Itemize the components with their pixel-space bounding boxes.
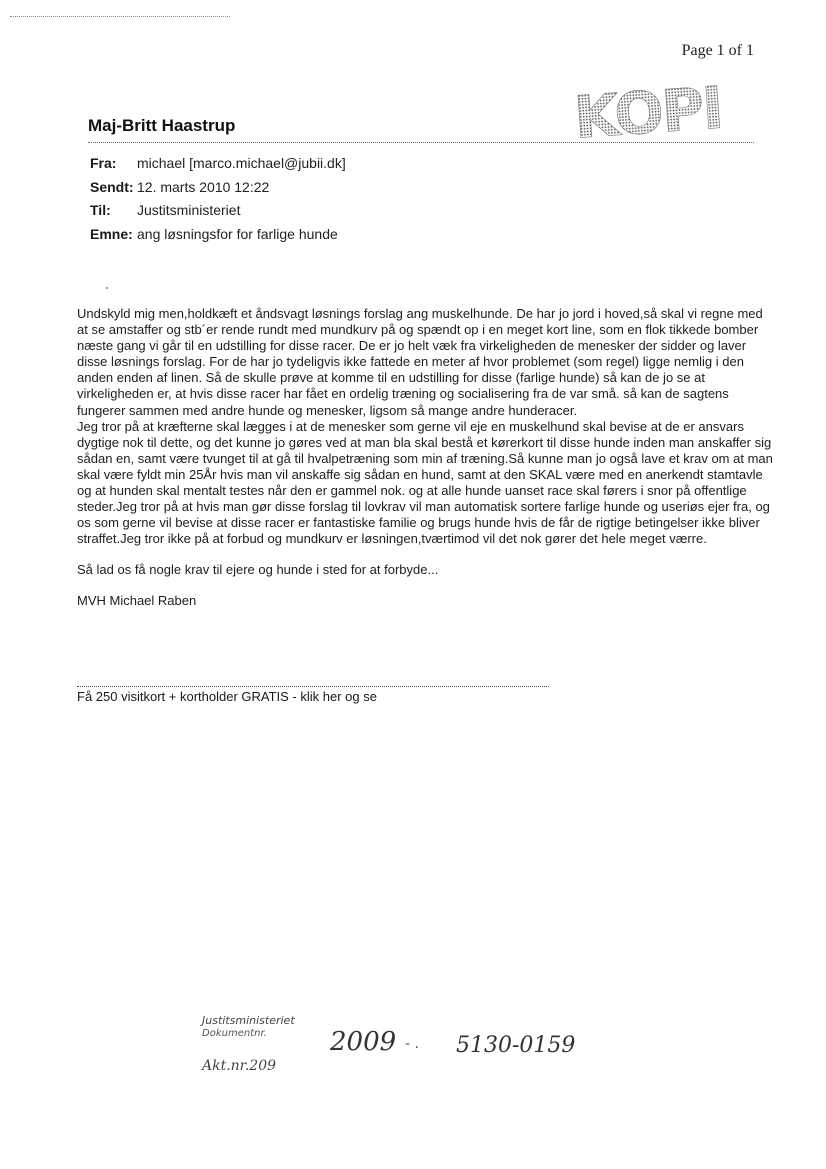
scan-speck	[106, 287, 108, 289]
field-sent-label: Sendt:	[90, 178, 134, 195]
field-to	[90, 199, 346, 223]
page-number: Page 1 of 1	[681, 42, 754, 59]
handwritten-journal-stamp	[202, 1010, 602, 1080]
journal-number: 5130-0159	[456, 1033, 576, 1058]
email-header-fields	[90, 152, 346, 246]
sender-name: Maj-Britt Haastrup	[88, 116, 236, 135]
email-body	[77, 306, 777, 609]
journal-year: 2009	[330, 1027, 397, 1057]
ad-link[interactable]: Få 250 visitkort + kortholder GRATIS - klik her og se	[77, 689, 377, 704]
header-divider	[88, 142, 754, 143]
body-paragraph-1: Undskyld mig men,holdkæft et åndsvagt løsnings forslag ang muskelhunde. De har jo jord i hoved,så skal vi regne med at se amstaffer og stb´er rende rundt med mundkurv på og spændt op i en meget kort line, som en flok tikkede bomber næste gang vi går til en udstilling for disse racer. De er jo helt væk fra virkeligheden de menesker der sidder og laver disse løsnings forslag. For de har jo tydeligvis ikke fattede en meter af hvor problemet (som regel) ligge nemlig i den anden enden af linen. Så de skulle prøve at komme til en udstilling for disse (farlige hunde) så kan de jo se at virkeligheden er, at hvis disse racer har fået en ordelig træning og socialisering fra de var små. så kan de sagtens fungerer sammen med andre hunde og menesker, ligsom så mange andre hunderacer.	[77, 306, 763, 418]
field-subject-label: Emne:	[90, 225, 133, 242]
svg-text:KOPI: KOPI	[571, 73, 725, 152]
field-sent	[90, 176, 346, 200]
kopi-stamp	[570, 73, 725, 152]
body-paragraph-2: Jeg tror på at kræfterne skal lægges i at de menesker som gerne vil eje en muskelhund skal bevise at de er ansvars dygtige nok til dette, og det kunne jo gøres ved at man bla skal bestå et kørerkort til disse hunde inden man anskaffer sig sådan en, samt være tvunget til at gå til hvalpetræning som min af træning.Så kunne man jo også lave et krav om at man skal være fyldt min 25År hvis man vil anskaffe sig sådan en hund, samt at den SKAL være med en anerkendt stamtavle og at hunden skal mentalt testes når den er gammel nok. og at alle hunde uanset race skal førers i snor på offentlige steder.Jeg tror på at hvis man gør disse forslag til lovkrav vil man automatisk sortere farlige hunde og useriøs ejer fra, og os som gerne vil bevise at disse racer er fantastiske familie og brugs hunde hvis de får de rigtige betingelser ikke bliver straffet.Jeg tror ikke på at forbud og mundkurv er løsningen,tværtimod vil det nok gører det hele meget værre.	[77, 418, 773, 547]
field-from-label: Fra:	[90, 155, 117, 171]
field-from	[90, 152, 346, 176]
field-to-label: Til:	[90, 202, 111, 218]
field-from-value: michael [marco.michael@jubii.dk]	[137, 155, 346, 171]
field-subject-value: ang løsningsfor for farlige hunde	[137, 225, 338, 242]
journal-label-2: Dokumentnr.	[202, 1028, 267, 1039]
ad-divider	[77, 686, 549, 687]
journal-aktnr: Akt.nr.209	[202, 1058, 277, 1074]
journal-label-1: Justitsministeriet	[202, 1014, 295, 1027]
scan-dotted-line	[10, 16, 230, 17]
signature: MVH Michael Raben	[77, 592, 197, 608]
field-subject	[90, 223, 346, 247]
body-paragraph-3: Så lad os få nogle krav til ejere og hunde i sted for at forbyde...	[77, 562, 439, 578]
field-to-value: Justitsministeriet	[137, 202, 241, 218]
journal-separator: - .	[405, 1036, 419, 1052]
field-sent-value: 12. marts 2010 12:22	[137, 178, 270, 195]
